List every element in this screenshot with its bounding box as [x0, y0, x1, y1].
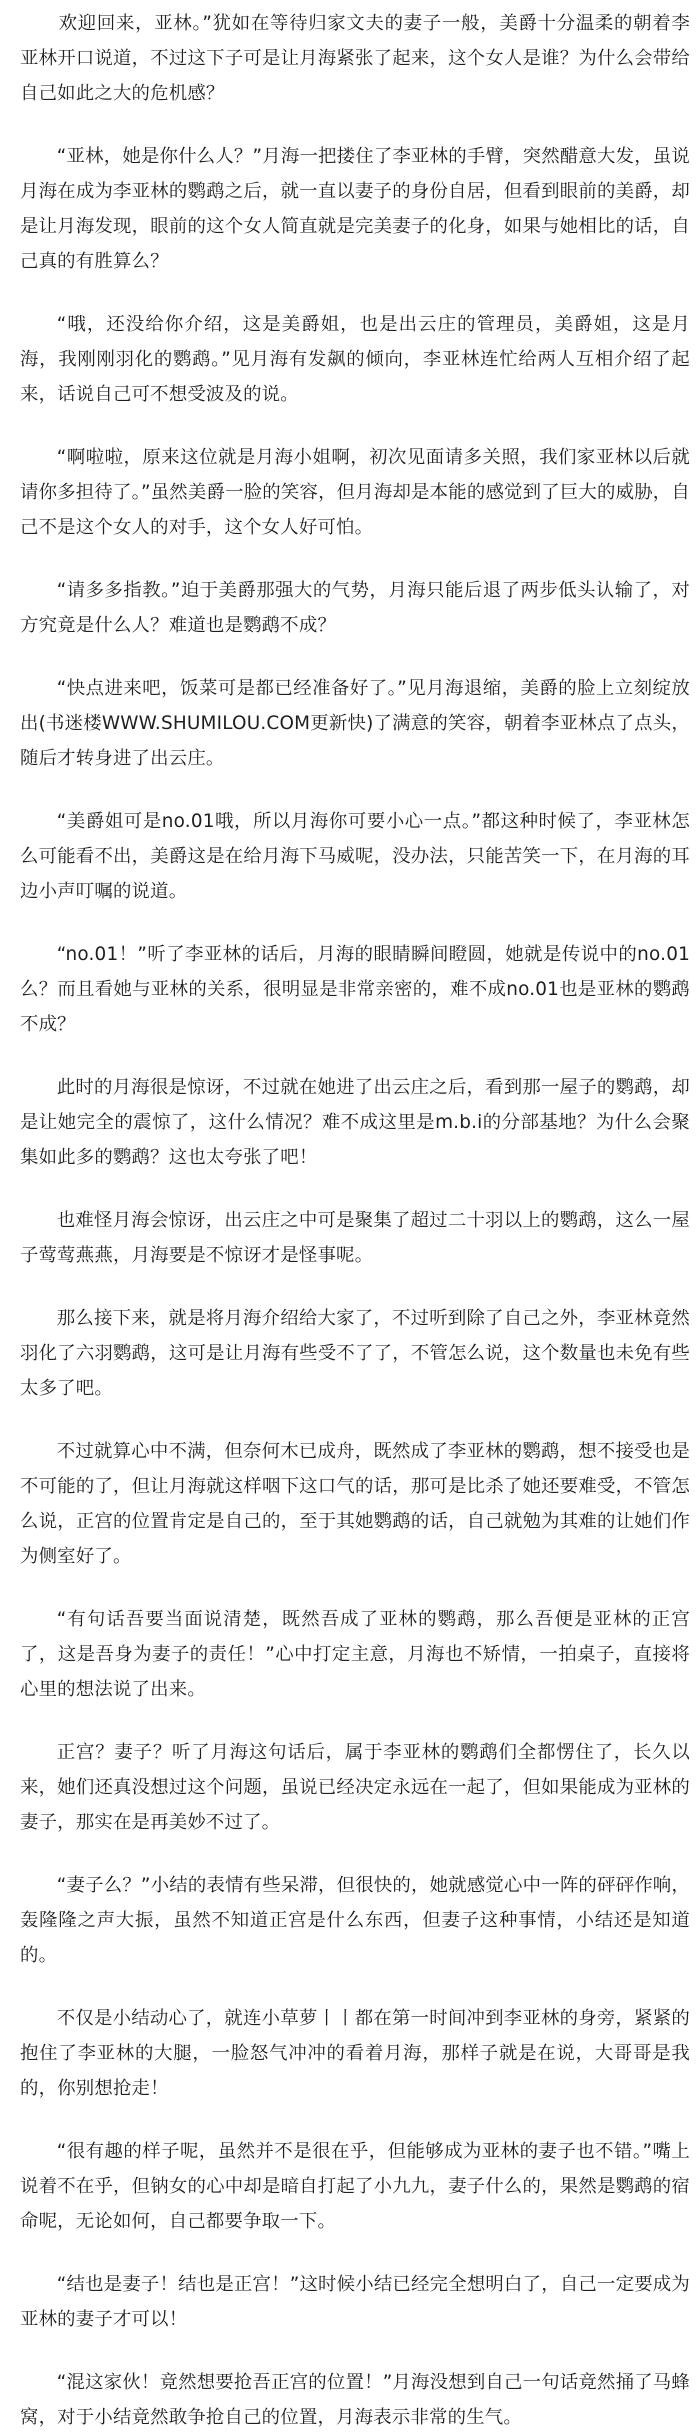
paragraph: 欢迎回来，亚林。”犹如在等待归家文夫的妻子一般，美爵十分温柔的朝着李亚林开口说道，不过这下子可是让月海紧张了起来，这个女人是谁？为什么会带给自己如此之大的危机感？ — [20, 13, 690, 104]
paragraph: 不仅是小结动心了，就连小草萝丨丨都在第一时间冲到李亚林的身旁，紧紧的抱住了李亚林的大腿，一脸怒气冲冲的看着月海，那样子就是在说，大哥哥是我的，你别想抢走！ — [20, 2008, 690, 2099]
paragraph: “美爵姐可是no.01哦，所以月海你可要小心一点。”都这种时候了，李亚林怎么可能看不出，美爵这是在给月海下马威呢，没办法，只能苦笑一下，在月海的耳边小声叮嘱的说道。 — [20, 811, 690, 902]
paragraph: “no.01！”听了李亚林的话后，月海的眼睛瞬间瞪圆，她就是传说中的no.01么？而且看她与亚林的关系，很明显是非常亲密的，难不成no.01也是亚林的鹦鹉不成？ — [20, 944, 690, 1035]
paragraph: “亚林，她是你什么人？”月海一把搂住了李亚林的手臂，突然醋意大发，虽说月海在成为李亚林的鹦鹉之后，就一直以妻子的身份自居，但看到眼前的美爵，却是让月海发现，眼前的这个女人简直就是完美妻子的化身，如果与她相比的话，自己真的有胜算么？ — [20, 146, 690, 272]
paragraph: “结也是妻子！结也是正宫！”这时候小结已经完全想明白了，自己一定要成为亚林的妻子才可以！ — [20, 2274, 690, 2330]
paragraph: “混这家伙！竟然想要抢吾正宫的位置！”月海没想到自己一句话竟然捅了马蜂窝，对于小结竟然敢争抢自己的位置，月海表示非常的生气。 — [20, 2372, 690, 2428]
paragraph: “妻子么？”小结的表情有些呆滞，但很快的，她就感觉心中一阵的砰砰作响，轰隆隆之声大振，虽然不知道正宫是什么东西，但妻子这种事情，小结还是知道的。 — [20, 1875, 690, 1966]
paragraph: “快点进来吧，饭菜可是都已经准备好了。”见月海退缩，美爵的脸上立刻绽放出(书迷楼WWW.SHUMILOU.COM更新快)了满意的笑容，朝着李亚林点了点头，随后才转身进了出云庄。 — [20, 678, 690, 769]
paragraph: “很有趣的样子呢，虽然并不是很在乎，但能够成为亚林的妻子也不错。”嘴上说着不在乎，但钠女的心中却是暗自打起了小九九，妻子什么的，果然是鹦鹉的宿命呢，无论如何，自己都要争取一下。 — [20, 2141, 690, 2232]
paragraph: “有句话吾要当面说清楚，既然吾成了亚林的鹦鹉，那么吾便是亚林的正宫了，这是吾身为妻子的责任！”心中打定主意，月海也不矫情，一拍桌子，直接将心里的想法说了出来。 — [20, 1609, 690, 1700]
paragraph: 不过就算心中不满，但奈何木已成舟，既然成了李亚林的鹦鹉，想不接受也是不可能的了，但让月海就这样咽下这口气的话，那可是比杀了她还要难受，不管怎么说，正宫的位置肯定是自己的，至于其她鹦鹉的话，自己就勉为其难的让她们作为侧室好了。 — [20, 1441, 690, 1567]
paragraph: “请多多指教。”迫于美爵那强大的气势，月海只能后退了两步低头认输了，对方究竟是什么人？难道也是鹦鹉不成？ — [20, 580, 690, 636]
paragraph: “哦，还没给你介绍，这是美爵姐，也是出云庄的管理员，美爵姐，这是月海，我刚刚羽化的鹦鹉。”见月海有发飙的倾向，李亚林连忙给两人互相介绍了起来，话说自己可不想受波及的说。 — [20, 314, 690, 405]
paragraph: 正宫？妻子？听了月海这句话后，属于李亚林的鹦鹉们全都愣住了，长久以来，她们还真没想过这个问题，虽说已经决定永远在一起了，但如果能成为亚林的妻子，那实在是再美妙不过了。 — [20, 1742, 690, 1833]
paragraph: 那么接下来，就是将月海介绍给大家了，不过听到除了自己之外，李亚林竟然羽化了六羽鹦鹉，这可是让月海有些受不了了，不管怎么说，这个数量也未免有些太多了吧。 — [20, 1308, 690, 1399]
paragraph: 也难怪月海会惊讶，出云庄之中可是聚集了超过二十羽以上的鹦鹉，这么一屋子莺莺燕燕，月海要是不惊讶才是怪事呢。 — [20, 1210, 690, 1266]
paragraph: 此时的月海很是惊讶，不过就在她进了出云庄之后，看到那一屋子的鹦鹉，却是让她完全的震惊了，这什么情况？难不成这里是m.b.i的分部基地？为什么会聚集如此多的鹦鹉？这也太夸张了吧！ — [20, 1077, 690, 1168]
paragraph: “啊啦啦，原来这位就是月海小姐啊，初次见面请多关照，我们家亚林以后就请你多担待了。”虽然美爵一脸的笑容，但月海却是本能的感觉到了巨大的威胁，自己不是这个女人的对手，这个女人好可怕。 — [20, 447, 690, 538]
